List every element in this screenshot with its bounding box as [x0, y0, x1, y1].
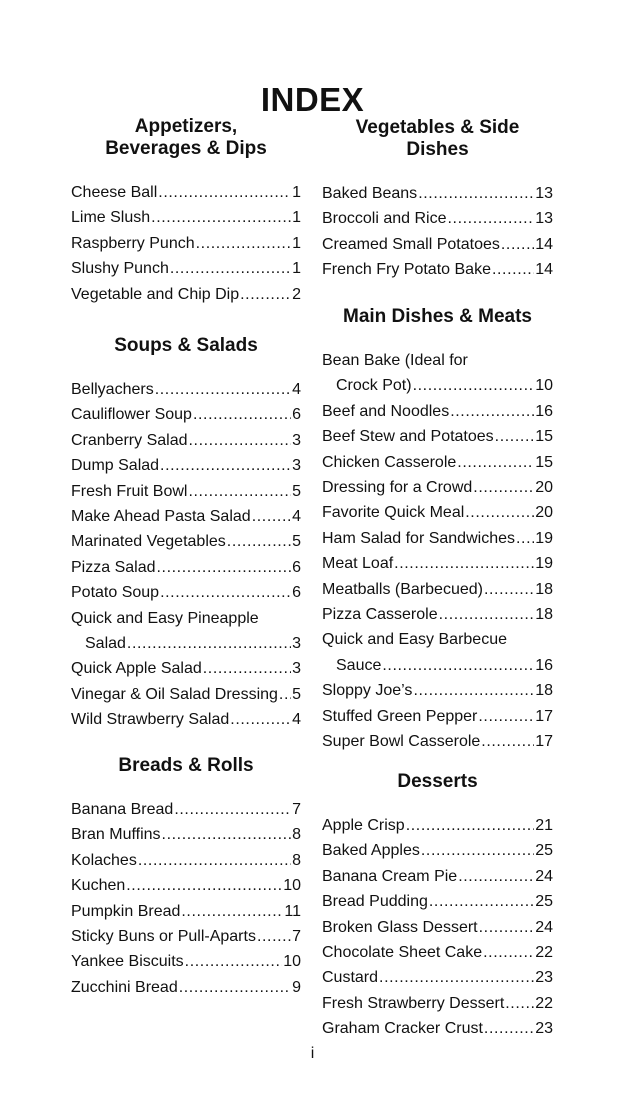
dot-leader [160, 453, 291, 478]
entry-page: 6 [292, 406, 301, 424]
index-entry [71, 479, 301, 504]
index-entry [322, 257, 553, 282]
dot-leader [257, 924, 291, 949]
entry-page: 23 [535, 969, 553, 987]
entry-name: Bran Muffins [71, 826, 161, 844]
entry-name: Ham Salad for Sandwiches [322, 529, 515, 547]
section-heading: Main Dishes & Meats [343, 306, 532, 327]
entry-page: 16 [535, 656, 553, 674]
entry-page: 10 [535, 377, 553, 395]
dot-leader [279, 682, 291, 707]
entry-name: Pizza Salad [71, 558, 156, 576]
dot-leader [458, 864, 534, 889]
entry-page: 14 [535, 235, 553, 253]
entry-name: Bean Bake (Ideal for [322, 352, 468, 369]
section-breads-rolls [71, 755, 301, 1000]
entry-list [71, 377, 301, 732]
entry-name: Fresh Fruit Bowl [71, 482, 188, 500]
entry-page: 3 [292, 634, 301, 652]
entry-page: 11 [284, 902, 301, 920]
dot-leader [240, 282, 291, 307]
entry-page: 13 [535, 210, 553, 228]
entry-name: Bellyachers [71, 381, 154, 398]
index-entry [71, 899, 301, 924]
entry-name: Banana Cream Pie [322, 867, 458, 885]
section-soups-salads [71, 335, 301, 732]
entry-page: 17 [535, 707, 553, 725]
index-entry [322, 627, 553, 678]
entry-name: Favorite Quick Meal [322, 504, 465, 522]
entry-name: Meatballs (Barbecued) [322, 580, 483, 598]
entry-page: 20 [535, 478, 553, 496]
dot-leader [151, 205, 291, 230]
dot-leader [457, 450, 534, 475]
entry-page: 8 [292, 851, 301, 869]
index-entry [71, 873, 301, 898]
entry-page: 24 [535, 918, 553, 936]
dot-leader [413, 373, 535, 398]
entry-name: Dump Salad [71, 457, 160, 475]
section-main-dishes-meats [322, 306, 553, 754]
entry-page: 10 [283, 953, 301, 971]
entry-name: Stuffed Green Pepper [322, 707, 478, 725]
entry-page: 6 [292, 584, 301, 602]
entry-name: Cranberry Salad [71, 431, 188, 449]
entry-name: Broccoli and Rice [322, 210, 447, 228]
entry-name: Graham Cracker Crust [322, 1020, 483, 1038]
index-entry [71, 377, 301, 402]
entry-page: 22 [535, 994, 553, 1012]
entry-page: 7 [292, 927, 301, 945]
entry-page: 18 [535, 682, 553, 700]
entry-page: 1 [292, 234, 301, 252]
dot-leader [230, 707, 291, 732]
index-entry [71, 656, 301, 681]
index-entry [322, 1016, 553, 1041]
entry-list [322, 813, 553, 1042]
entry-name: Bread Pudding [322, 893, 428, 911]
dot-leader [505, 991, 534, 1016]
entry-name: Beef Stew and Potatoes [322, 428, 494, 446]
entry-page: 10 [283, 877, 301, 895]
entry-name: Quick and Easy Pineapple [71, 609, 259, 627]
index-entry [322, 915, 553, 940]
section-heading: Soups & Salads [114, 335, 258, 356]
index-entry [322, 729, 553, 754]
entry-name: Kolaches [71, 851, 137, 869]
entry-page: 3 [292, 660, 301, 678]
entry-name: Beef and Noodles [322, 402, 450, 420]
entry-name: Broken Glass Dessert [322, 918, 478, 936]
dot-leader [127, 631, 291, 656]
entry-list [322, 348, 553, 754]
dot-leader [450, 399, 534, 424]
index-entry [71, 256, 301, 281]
entry-page: 3 [292, 431, 301, 449]
index-entry [322, 424, 553, 449]
index-entry [71, 402, 301, 427]
dot-leader [465, 500, 534, 525]
entry-page: 21 [535, 817, 553, 834]
index-entry [71, 949, 301, 974]
entry-page: 25 [535, 842, 553, 860]
section-heading: Vegetables & Side Dishes [355, 117, 520, 160]
entry-page: 18 [535, 605, 553, 623]
entry-page: 14 [535, 261, 553, 279]
entry-name: Vinegar & Oil Salad Dressing [71, 685, 278, 703]
dot-leader [501, 232, 534, 257]
section-heading: Breads & Rolls [118, 755, 254, 776]
entry-name: Sloppy Joe’s [322, 682, 413, 700]
entry-page: 6 [292, 558, 301, 576]
entry-name-continued: Crock Pot) [336, 377, 412, 395]
entry-page: 13 [535, 185, 553, 202]
entry-page: 4 [292, 507, 301, 525]
index-entry [71, 529, 301, 554]
dot-leader [406, 813, 535, 838]
dot-leader [382, 653, 534, 678]
dot-leader [439, 602, 535, 627]
dot-leader [189, 428, 292, 453]
dot-leader [157, 555, 292, 580]
entry-name: Quick and Easy Barbecue [322, 631, 507, 649]
entry-page: 20 [535, 504, 553, 522]
entry-page: 15 [535, 428, 553, 446]
entry-name: Zucchini Bread [71, 978, 178, 996]
index-entry [71, 453, 301, 478]
entry-name: Vegetable and Chip Dip [71, 285, 240, 303]
entry-name: Raspberry Punch [71, 234, 195, 252]
index-entry [322, 577, 553, 602]
index-entry [71, 924, 301, 949]
entry-page: 4 [292, 711, 301, 729]
dot-leader [418, 181, 534, 206]
section-desserts [322, 771, 553, 1042]
dot-leader [227, 529, 291, 554]
dot-leader [473, 475, 534, 500]
entry-name: Super Bowl Casserole [322, 732, 481, 750]
index-entry [322, 475, 553, 500]
entry-page: 8 [292, 826, 301, 844]
entry-name: Potato Soup [71, 584, 160, 602]
entry-name: Creamed Small Potatoes [322, 235, 500, 253]
entry-page: 3 [292, 457, 301, 475]
entry-page: 2 [292, 285, 301, 303]
index-entry [322, 704, 553, 729]
entry-name: Fresh Strawberry Dessert [322, 994, 505, 1012]
dot-leader [158, 180, 291, 205]
entry-name: Kuchen [71, 877, 126, 895]
dot-leader [429, 889, 534, 914]
index-entry [71, 606, 301, 657]
entry-page: 5 [292, 685, 301, 703]
index-entry [322, 965, 553, 990]
entry-list [322, 181, 553, 283]
entry-page: 18 [535, 580, 553, 598]
dot-leader [203, 656, 291, 681]
entry-page: 25 [535, 893, 553, 911]
index-entry [71, 797, 301, 822]
entry-name: Chicken Casserole [322, 453, 457, 471]
index-entry [71, 231, 301, 256]
index-entry [71, 428, 301, 453]
index-entry [322, 450, 553, 475]
page-number: i [310, 1045, 315, 1062]
index-entry [71, 848, 301, 873]
index-entry [322, 348, 553, 399]
index-entry [322, 991, 553, 1016]
entry-name: Chocolate Sheet Cake [322, 943, 483, 961]
index-entry [322, 864, 553, 889]
dot-leader [478, 704, 534, 729]
section-heading: Desserts [397, 771, 478, 792]
entry-name: Slushy Punch [71, 260, 169, 278]
entry-name: Quick Apple Salad [71, 660, 202, 678]
dot-leader [516, 526, 534, 551]
dot-leader [155, 377, 291, 402]
dot-leader [138, 848, 291, 873]
entry-name: Yankee Biscuits [71, 953, 184, 971]
dot-leader [479, 915, 535, 940]
index-entry [322, 399, 553, 424]
entry-name: French Fry Potato Bake [322, 261, 491, 279]
index-entry [71, 822, 301, 847]
page-title: INDEX [260, 81, 365, 119]
entry-name: Sticky Buns or Pull-Aparts [71, 927, 256, 945]
entry-name: Pumpkin Bread [71, 902, 181, 920]
index-entry [322, 602, 553, 627]
entry-continuation [322, 373, 553, 398]
entry-name: Baked Beans [322, 185, 418, 202]
entry-continuation [322, 653, 553, 678]
dot-leader [413, 678, 534, 703]
entry-list [71, 797, 301, 1000]
entry-name: Cauliflower Soup [71, 406, 192, 424]
entry-name: Dressing for a Crowd [322, 478, 473, 496]
entry-page: 22 [535, 943, 553, 961]
entry-page: 4 [292, 381, 301, 398]
entry-page: 1 [292, 260, 301, 278]
entry-page: 5 [292, 533, 301, 551]
entry-page: 9 [292, 978, 301, 996]
dot-leader [126, 873, 282, 898]
index-entry [71, 682, 301, 707]
dot-leader [484, 1016, 534, 1041]
index-entry [71, 180, 301, 205]
dot-leader [193, 402, 291, 427]
entry-name: Custard [322, 969, 379, 987]
entry-page: 15 [535, 453, 553, 471]
index-entry [322, 838, 553, 863]
entry-page: 17 [535, 732, 553, 750]
entry-page: 19 [535, 529, 553, 547]
entry-name: Cheese Ball [71, 184, 158, 201]
entry-page: 5 [292, 482, 301, 500]
index-entry [71, 205, 301, 230]
index-entry [322, 206, 553, 231]
dot-leader [162, 822, 292, 847]
entry-page: 19 [535, 555, 553, 573]
dot-leader [448, 206, 535, 231]
dot-leader [160, 580, 291, 605]
entry-page: 16 [535, 402, 553, 420]
index-entry [322, 181, 553, 206]
dot-leader [185, 949, 283, 974]
entry-name: Marinated Vegetables [71, 533, 226, 551]
dot-leader [484, 577, 534, 602]
index-entry [322, 889, 553, 914]
entry-name-continued: Salad [85, 634, 126, 652]
index-entry [322, 551, 553, 576]
entry-page: 7 [292, 801, 301, 818]
dot-leader [379, 965, 534, 990]
dot-leader [495, 424, 535, 449]
dot-leader [170, 256, 291, 281]
entry-page: 24 [535, 867, 553, 885]
entry-name: Baked Apples [322, 842, 420, 860]
section-appetizers [71, 116, 301, 307]
dot-leader [252, 504, 291, 529]
index-entry [71, 580, 301, 605]
entry-list [71, 180, 301, 307]
dot-leader [196, 231, 291, 256]
index-entry [71, 707, 301, 732]
entry-name: Lime Slush [71, 209, 151, 227]
entry-name: Meat Loaf [322, 555, 394, 573]
index-entry [322, 500, 553, 525]
entry-name: Apple Crisp [322, 817, 405, 834]
section-heading: Appetizers, Beverages & Dips [105, 116, 267, 159]
entry-page: 1 [292, 184, 301, 201]
entry-name: Make Ahead Pasta Salad [71, 507, 251, 525]
dot-leader [492, 257, 534, 282]
index-entry [71, 504, 301, 529]
entry-name-continued: Sauce [336, 656, 382, 674]
dot-leader [483, 940, 534, 965]
index-entry [322, 940, 553, 965]
entry-page: 23 [535, 1020, 553, 1038]
index-entry [322, 526, 553, 551]
index-entry [322, 813, 553, 838]
entry-continuation [71, 631, 301, 656]
dot-leader [421, 838, 534, 863]
section-vegetables-sides [322, 117, 553, 283]
entry-page: 1 [292, 209, 301, 227]
dot-leader [481, 729, 534, 754]
dot-leader [181, 899, 283, 924]
dot-leader [179, 975, 291, 1000]
index-entry [322, 232, 553, 257]
dot-leader [174, 797, 291, 822]
entry-name: Banana Bread [71, 801, 174, 818]
index-entry [71, 975, 301, 1000]
index-entry [71, 282, 301, 307]
dot-leader [188, 479, 291, 504]
entry-name: Pizza Casserole [322, 605, 438, 623]
dot-leader [394, 551, 534, 576]
entry-name: Wild Strawberry Salad [71, 711, 230, 729]
index-entry [322, 678, 553, 703]
index-entry [71, 555, 301, 580]
